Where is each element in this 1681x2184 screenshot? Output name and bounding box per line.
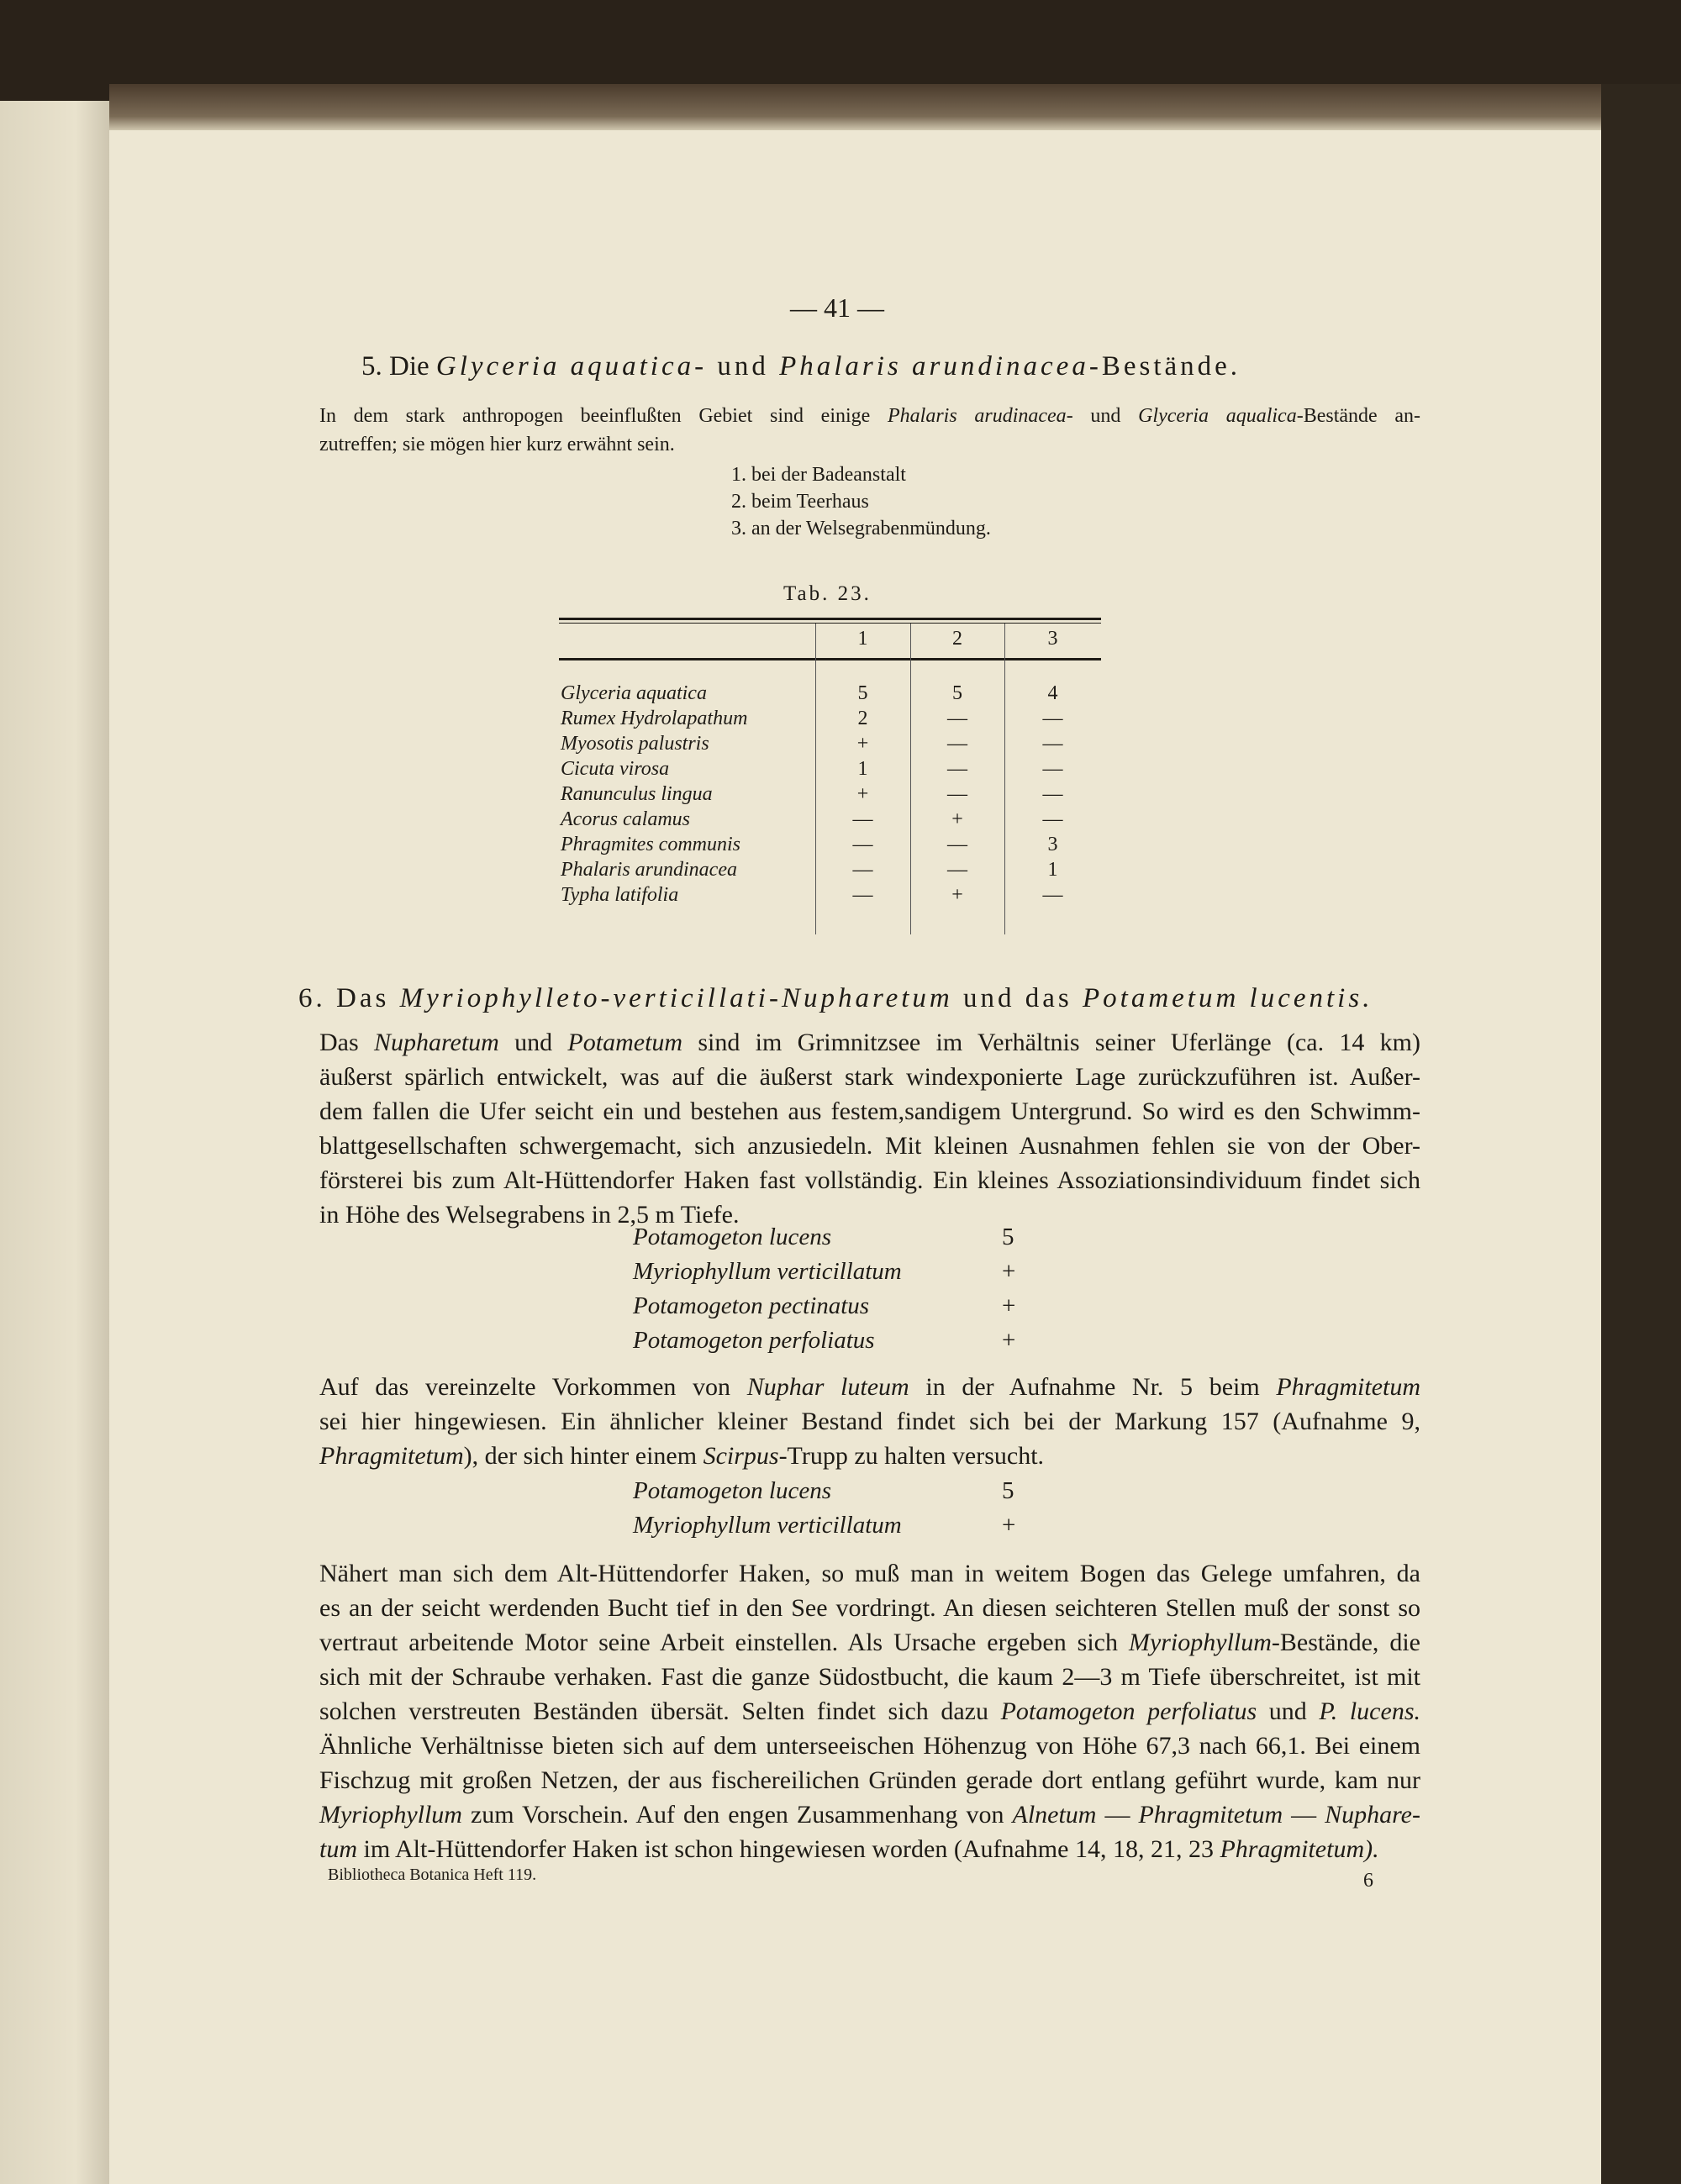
cover-value: + xyxy=(951,808,963,830)
text-line xyxy=(319,1025,1420,1060)
species-name: Ranunculus lingua xyxy=(561,783,713,805)
taxon-name: Alnetum xyxy=(1012,1801,1097,1829)
heading-text: -Bestände. xyxy=(1088,351,1241,382)
text-run: försterei bis zum Alt-Hüttendorfer Haken fast vollständig. Ein kleines Assoziationsindividuum findet sich xyxy=(319,1166,1420,1194)
cover-value: — xyxy=(1042,758,1063,780)
text-line xyxy=(319,1129,1420,1163)
book-binding-top xyxy=(109,84,1614,130)
cover-value: — xyxy=(1042,708,1063,729)
text-run: in Höhe des Welsegrabens in 2,5 m Tiefe. xyxy=(319,1201,740,1229)
cover-value: — xyxy=(947,859,967,881)
text-run: -Trupp zu halten versucht. xyxy=(778,1442,1045,1470)
cover-value: + xyxy=(1002,1512,1016,1539)
heading-taxon: Phalaris arundinacea xyxy=(779,351,1089,382)
page-number: — 41 — xyxy=(790,292,884,323)
species-name: Typha latifolia xyxy=(561,884,679,906)
location-2: 2. beim Teerhaus xyxy=(731,491,869,513)
cover-value: + xyxy=(856,733,869,755)
column-header: 1 xyxy=(857,628,868,650)
text-line xyxy=(319,1163,1420,1197)
taxon-name: Myriophyllum xyxy=(1128,1629,1272,1656)
section-6-heading xyxy=(298,983,1373,1014)
paragraph-3 xyxy=(319,1556,1420,1866)
cover-value: + xyxy=(951,884,963,906)
species-name: Phalaris arundinacea xyxy=(561,859,737,881)
text-run: solchen verstreuten Beständen übersät. Selten findet sich dazu xyxy=(319,1697,1001,1725)
species-name: Rumex Hydrolapathum xyxy=(561,708,748,729)
column-header: 2 xyxy=(952,628,962,650)
cover-value: 1 xyxy=(1047,859,1058,881)
text-run: es an der seicht werdenden Bucht tief in den See vordringt. An diesen seichteren Stellen muß der sonst so xyxy=(319,1594,1420,1622)
taxon-name: Phalaris arudinacea xyxy=(888,405,1067,427)
text-run: Auf das vereinzelte Vorkommen von xyxy=(319,1373,747,1401)
footer-signature: 6 xyxy=(1363,1870,1373,1892)
cover-value: — xyxy=(852,884,873,906)
text-run: Nähert man sich dem Alt-Hüttendorfer Haken, so muß man in weitem Bogen das Gelege umfahren, da xyxy=(319,1560,1420,1587)
text-run: — xyxy=(1096,1801,1139,1829)
species-name: Potamogeton perfoliatus xyxy=(633,1327,875,1354)
cover-value: 3 xyxy=(1047,834,1058,855)
cover-value: — xyxy=(852,808,873,830)
species-name: Glyceria aquatica xyxy=(561,682,707,704)
taxon-name: Phragmitetum xyxy=(319,1442,464,1470)
column-divider xyxy=(1004,624,1005,934)
cover-value: + xyxy=(856,783,869,805)
column-divider xyxy=(910,624,911,934)
text-run: und xyxy=(498,1029,568,1056)
paragraph-1 xyxy=(319,1025,1420,1232)
text-line xyxy=(319,1197,1420,1232)
taxon-name: Myriophyllum xyxy=(319,1801,462,1829)
column-header: 3 xyxy=(1047,628,1058,650)
heading-taxon: Potametum lucentis. xyxy=(1083,983,1373,1013)
cover-value: — xyxy=(852,859,873,881)
text-line xyxy=(319,1797,1420,1832)
table-top-rule xyxy=(559,618,1101,620)
text-run: äußerst spärlich entwickelt, was auf die äußerst stark windexponierte Lage zurückzuführen ist. Außer- xyxy=(319,1063,1420,1091)
footer-series: Bibliotheca Botanica Heft 119. xyxy=(328,1866,537,1884)
text-line xyxy=(319,1060,1420,1094)
species-name: Potamogeton lucens xyxy=(633,1477,831,1504)
cover-value: 2 xyxy=(857,708,868,729)
text-line xyxy=(319,430,1420,459)
cover-value: 1 xyxy=(857,758,868,780)
text-run: -Bestände, die xyxy=(1271,1629,1420,1656)
taxon-name: Phragmitetum xyxy=(1276,1373,1421,1401)
cover-value: — xyxy=(947,758,967,780)
text-line xyxy=(319,1660,1420,1694)
species-name: Myosotis palustris xyxy=(561,733,709,755)
text-run: -Bestände an- xyxy=(1296,405,1420,427)
species-name: Myriophyllum verticillatum xyxy=(633,1512,902,1539)
species-name: Cicuta virosa xyxy=(561,758,670,780)
cover-value: — xyxy=(1042,808,1063,830)
taxon-name: Scirpus xyxy=(703,1442,779,1470)
text-run: ), der sich hinter einem xyxy=(463,1442,703,1470)
text-run: blattgesellschaften schwergemacht, sich anzusiedeln. Mit kleinen Ausnahmen fehlen sie von der Ober- xyxy=(319,1132,1420,1160)
heading-number: 5. Die xyxy=(361,351,436,382)
text-line xyxy=(319,1625,1420,1660)
cover-value: + xyxy=(1002,1327,1016,1354)
heading-taxon: Myriophylleto-verticillati-Nupharetum xyxy=(399,983,953,1013)
cover-value: + xyxy=(1002,1292,1016,1319)
intro-paragraph xyxy=(319,402,1420,459)
taxon-name: Glyceria aqualica xyxy=(1138,405,1297,427)
taxon-name: Nuphar luteum xyxy=(746,1373,909,1401)
heading-text: und das xyxy=(952,983,1083,1013)
heading-text: - und xyxy=(694,351,780,382)
cover-value: 4 xyxy=(1047,682,1058,704)
text-run: Das xyxy=(319,1029,374,1056)
species-name: Acorus calamus xyxy=(561,808,690,830)
taxon-name: Nuphare- xyxy=(1325,1801,1420,1829)
text-line xyxy=(319,1832,1420,1866)
text-run: zum Vorschein. Auf den engen Zusammenhang von xyxy=(461,1801,1013,1829)
text-run: im Alt-Hüttendorfer Haken ist schon hingewiesen worden (Aufnahme 14, 18, 21, 23 xyxy=(357,1835,1220,1863)
text-run: sich mit der Schraube verhaken. Fast die ganze Südostbucht, die kaum 2—3 m Tiefe überschreitet, ist mit xyxy=(319,1663,1420,1691)
text-line xyxy=(319,1439,1420,1473)
heading-number: 6. Das xyxy=(298,983,400,1013)
text-run: und xyxy=(1257,1697,1320,1725)
taxon-name: Nupharetum xyxy=(373,1029,499,1056)
cover-value: 5 xyxy=(1002,1224,1014,1250)
table-header-rule xyxy=(559,658,1101,660)
text-run: — xyxy=(1283,1801,1325,1829)
cover-value: — xyxy=(947,733,967,755)
table-top-rule-thin xyxy=(559,623,1101,624)
cover-value: + xyxy=(1002,1258,1016,1285)
location-3: 3. an der Welsegrabenmündung. xyxy=(731,518,991,539)
book-cover-edge xyxy=(1601,84,1681,2184)
taxon-name: Phragmitetum xyxy=(1138,1801,1283,1829)
cover-value: — xyxy=(947,783,967,805)
text-run: zutreffen; sie mögen hier kurz erwähnt sein. xyxy=(319,434,675,455)
text-line xyxy=(319,1556,1420,1591)
text-line xyxy=(319,1729,1420,1763)
taxon-name: Phragmitetum). xyxy=(1220,1835,1379,1863)
taxon-name: Potamogeton perfoliatus xyxy=(1000,1697,1257,1725)
species-name: Potamogeton lucens xyxy=(633,1224,831,1250)
section-5-heading xyxy=(361,351,1241,382)
cover-value: 5 xyxy=(1002,1477,1014,1504)
facing-page-edge xyxy=(0,101,126,2184)
text-line xyxy=(319,1094,1420,1129)
table-title: Tab. 23. xyxy=(783,582,872,605)
text-run: In dem stark anthropogen beeinflußten Gebiet sind einige xyxy=(319,405,888,427)
text-line xyxy=(319,402,1420,430)
species-name: Potamogeton pectinatus xyxy=(633,1292,870,1319)
text-line xyxy=(319,1591,1420,1625)
text-run: in der Aufnahme Nr. 5 beim xyxy=(909,1373,1277,1401)
cover-value: — xyxy=(1042,783,1063,805)
text-run: - und xyxy=(1066,405,1139,427)
cover-value: 5 xyxy=(952,682,962,704)
cover-value: — xyxy=(852,834,873,855)
cover-value: — xyxy=(1042,733,1063,755)
species-name: Phragmites communis xyxy=(561,834,740,855)
heading-taxon: Glyceria aquatica xyxy=(435,351,695,382)
text-run: Ähnliche Verhältnisse bieten sich auf dem unterseeischen Höhenzug von Höhe 67,3 nach 66,1. Bei einem xyxy=(319,1732,1420,1760)
text-run: sei hier hingewiesen. Ein ähnlicher kleiner Bestand findet sich bei der Markung 157 (Aufnahme 9, xyxy=(319,1408,1420,1435)
location-1: 1. bei der Badeanstalt xyxy=(731,464,906,486)
taxon-name: Potametum xyxy=(567,1029,683,1056)
text-line xyxy=(319,1763,1420,1797)
paragraph-2 xyxy=(319,1370,1420,1473)
text-line xyxy=(319,1404,1420,1439)
species-name: Myriophyllum verticillatum xyxy=(633,1258,902,1285)
taxon-name: tum xyxy=(319,1835,357,1863)
cover-value: — xyxy=(947,834,967,855)
text-run: vertraut arbeitende Motor seine Arbeit einstellen. Als Ursache ergeben sich xyxy=(319,1629,1129,1656)
text-line xyxy=(319,1694,1420,1729)
cover-value: — xyxy=(947,708,967,729)
column-divider xyxy=(815,624,816,934)
text-line xyxy=(319,1370,1420,1404)
cover-value: 5 xyxy=(857,682,868,704)
text-run: sind im Grimnitzsee im Verhältnis seiner Uferlänge (ca. 14 km) xyxy=(682,1029,1421,1056)
taxon-name: P. lucens. xyxy=(1319,1697,1420,1725)
cover-value: — xyxy=(1042,884,1063,906)
text-run: dem fallen die Ufer seicht ein und bestehen aus festem,sandigem Untergrund. So wird es den Schwimm- xyxy=(319,1097,1420,1125)
text-run: Fischzug mit großen Netzen, der aus fischereilichen Gründen gerade dort entlang geführt wurde, kam nur xyxy=(319,1766,1420,1794)
